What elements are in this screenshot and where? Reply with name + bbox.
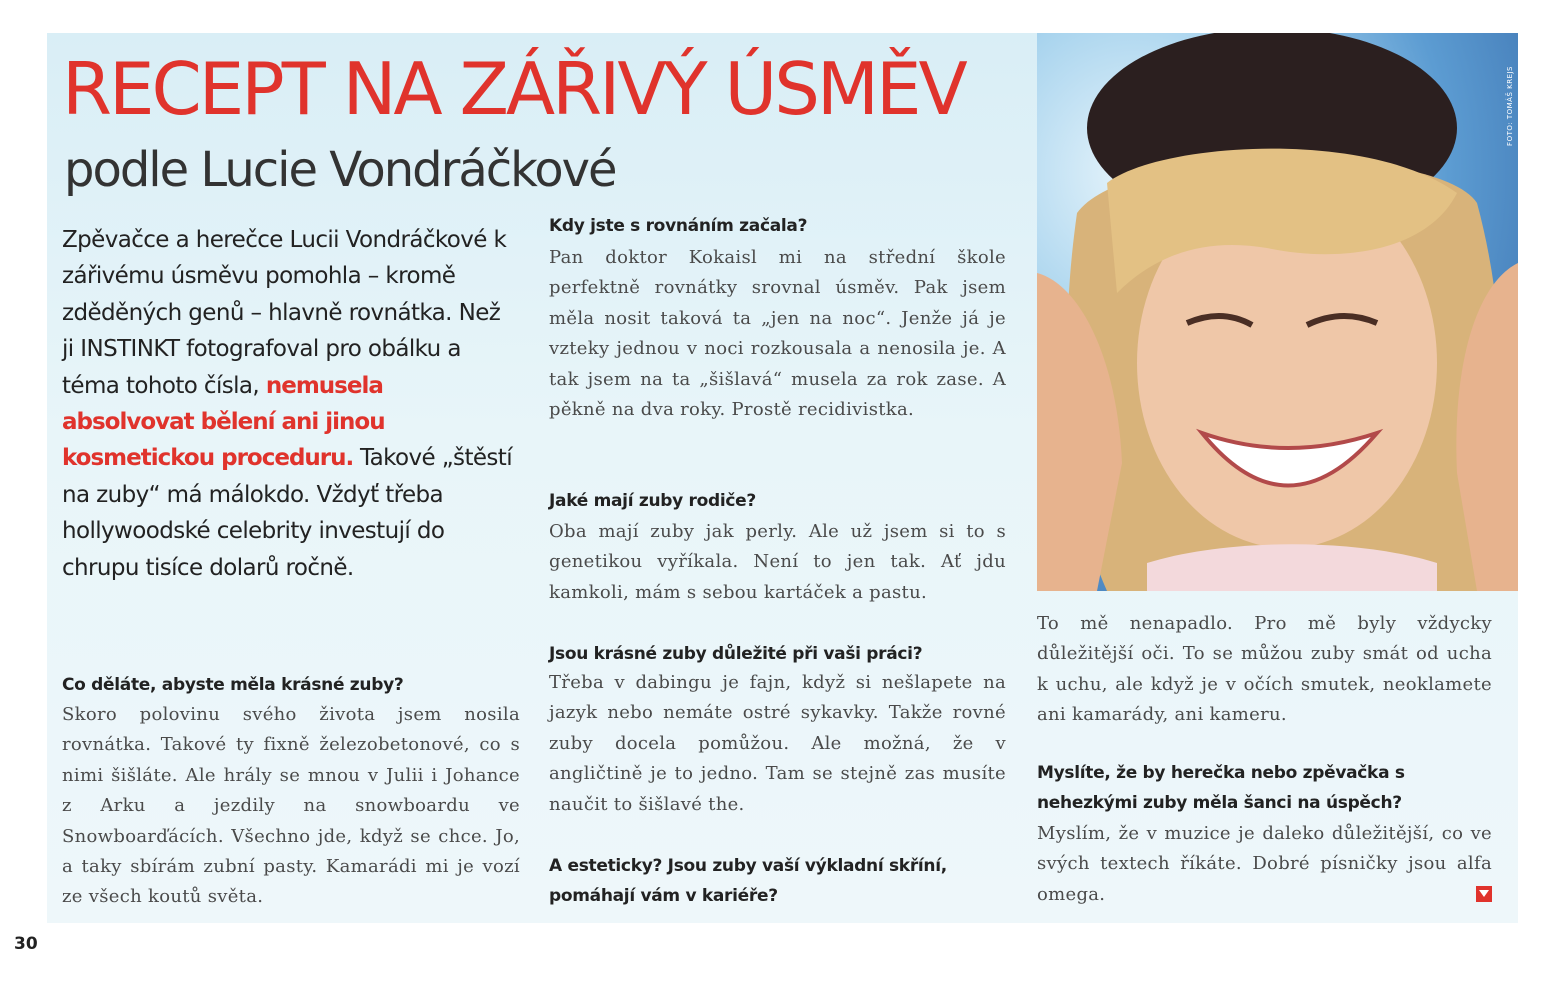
article-subtitle: podle Lucie Vondráčkové <box>64 142 616 198</box>
article-lead <box>62 222 514 586</box>
lead-highlight: nemusela absolvovat bělení ani jinou kosmetickou proceduru. <box>62 372 385 472</box>
page-number: 30 <box>14 934 38 954</box>
question-1: Co děláte, abyste měla krásné zuby? <box>62 675 404 695</box>
portrait-illustration <box>1037 33 1518 591</box>
question-3: Jaké mají zuby rodiče? <box>549 491 756 511</box>
lead-text-before: Zpěvačce a herečce Lucii Vondráčkové k zářivému úsměvu pomohla – kromě zděděných genů – hlavně rovnátka. Než ji INSTINKT fotografoval pro obálku a téma tohoto čísla, <box>62 227 507 399</box>
question-6: Myslíte, že by herečka nebo zpěvačka s nehezkými zuby měla šanci na úspěch? <box>1037 763 1405 813</box>
question-4: Jsou krásné zuby důležité při vaši práci? <box>549 644 923 664</box>
answer-2: Pan doktor Kokaisl mi na střední škole perfektně rovnátky srovnal úsměv. Pak jsem měla nosit taková ta „jen na noc“. Jenže já je vzteky jednou v noci rozkousala a nenosila je. A tak jsem na ta „šišlavá“ musela za rok zase. A pěkně na dva roky. Prostě recidivistka. <box>549 247 1006 421</box>
lead-text-after: Takové „štěstí na zuby“ má málokdo. Vždyť třeba hollywoodské celebrity investují do chrupu tisíce dolarů ročně. <box>62 445 512 581</box>
question-2: Kdy jste s rovnáním začala? <box>549 216 808 236</box>
answer-3: Oba mají zuby jak perly. Ale už jsem si to s genetikou vyříkala. Není to jen tak. Ať jdu kamkoli, mám s sebou kartáček a pastu. <box>549 521 1006 603</box>
question-5: A esteticky? Jsou zuby vaší výkladní skříní, pomáhají vám v kariéře? <box>549 856 947 906</box>
end-of-article-icon <box>1476 886 1492 902</box>
answer-6: Myslím, že v muzice je daleko důležitější, co ve svých textech říkáte. Dobré písničky jsou alfa omega. <box>1037 823 1492 905</box>
article-title: RECEPT NA ZÁŘIVÝ ÚSMĚV <box>62 47 965 131</box>
portrait-photo <box>1037 33 1518 591</box>
answer-4: Třeba v dabingu je fajn, když si nešlapete na jazyk nebo nemáte ostré sykavky. Takže rovné zuby docela pomůžou. Ale možná, že v angličtině je to jedno. Tam se stejně zas musíte naučit to šišlavé the. <box>549 672 1006 815</box>
answer-5: To mě nenapadlo. Pro mě byly vždycky důležitější oči. To se můžou zuby smát od ucha k uchu, ale když je v očích smutek, neoklamete ani kamarády, ani kameru. <box>1037 613 1492 726</box>
answer-1: Skoro polovinu svého života jsem nosila rovnátka. Takové ty fixně železobetonové, co s nimi šišláte. Ale hrály se mnou v Julii i Johance z Arku a jezdily na snowboardu ve Snowboarďácích. Všechno jde, když se chce. Jo, a taky sbírám zubní pasty. Kamarádi mi je vozí ze všech koutů světa. <box>62 704 520 908</box>
photo-credit: FOTO: TOMÁŠ KREJS <box>1506 66 1514 146</box>
